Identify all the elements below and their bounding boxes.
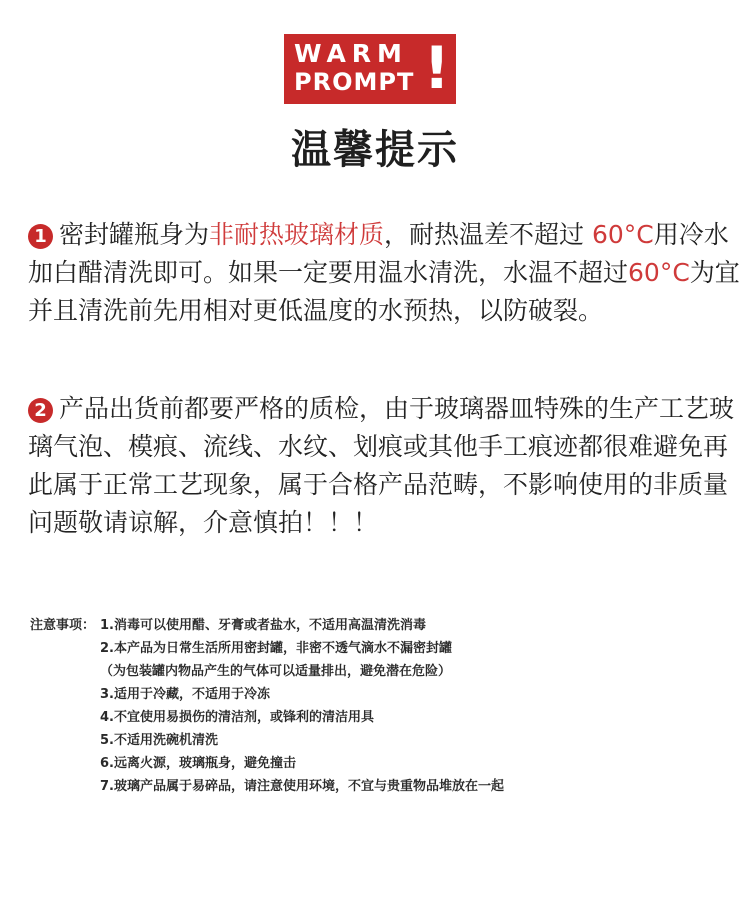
notes-item: 3.适用于冷藏，不适用于冷冻 (100, 687, 270, 702)
notes-label: 注意事项： (30, 618, 96, 633)
warm-prompt-logo (284, 34, 456, 104)
notes-row (30, 614, 730, 637)
notes-item: 1.消毒可以使用醋、牙膏或者盐水，不适用高温清洗消毒 (100, 618, 426, 633)
notes-item: 5.不适用洗碗机清洗 (100, 733, 218, 748)
notes-item: （为包装罐内物品产生的气体可以适量排出，避免潜在危险） (100, 664, 452, 679)
notice-paragraph-2 (28, 390, 744, 542)
notes-row (30, 683, 730, 706)
notes-item: 2.本产品为日常生活所用密封罐，非密不透气滴水不漏密封罐 (100, 641, 452, 656)
notes-row (30, 637, 730, 660)
p1-text-3: 用冷水加白醋清洗即可。如果一定要用温水清洗，水温不超过 (28, 220, 729, 287)
number-1-badge: 1 (28, 224, 53, 249)
notes-row (30, 775, 730, 798)
notes-row (30, 706, 730, 729)
notes-row (30, 729, 730, 752)
p1-text-4: 为宜并且清洗前先用相对更低温度的水预热，以防破裂。 (28, 258, 740, 325)
p2-text: 产品出货前都要严格的质检，由于玻璃器皿特殊的生产工艺玻璃气泡、模痕、流线、水纹、划痕或其他手工痕迹都很难避免再此属于正常工艺现象，属于合格产品范畴，不影响使用的非质量问题敬请谅解，介意慎拍！！！ (28, 394, 735, 537)
p1-text-1: 密封罐瓶身为 (59, 220, 210, 249)
notes-item: 7.玻璃产品属于易碎品，请注意使用环境，不宜与贵重物品堆放在一起 (100, 779, 504, 794)
notes-section (30, 614, 730, 798)
p1-highlight-temp-1: 60°C (591, 220, 654, 249)
notes-row (30, 752, 730, 775)
notes-row (30, 660, 730, 683)
p1-highlight-material: 非耐热玻璃材质 (209, 220, 385, 249)
logo-line1: WARM (294, 39, 408, 68)
page-title: 温馨提示 (291, 127, 459, 173)
p1-text-2: ，耐热温差不超过 (384, 220, 592, 249)
notice-paragraph-1 (28, 216, 744, 330)
notes-item: 6.远离火源，玻璃瓶身，避免撞击 (100, 756, 296, 771)
p1-highlight-temp-2: 60°C (628, 258, 690, 287)
logo-line2: PROMPT (294, 68, 415, 96)
logo-text (294, 40, 420, 96)
number-2-badge: 2 (28, 398, 53, 423)
notes-item: 4.不宜使用易损伤的清洁剂，或锋利的清洁用具 (100, 710, 374, 725)
exclamation-icon: ! (423, 34, 450, 102)
